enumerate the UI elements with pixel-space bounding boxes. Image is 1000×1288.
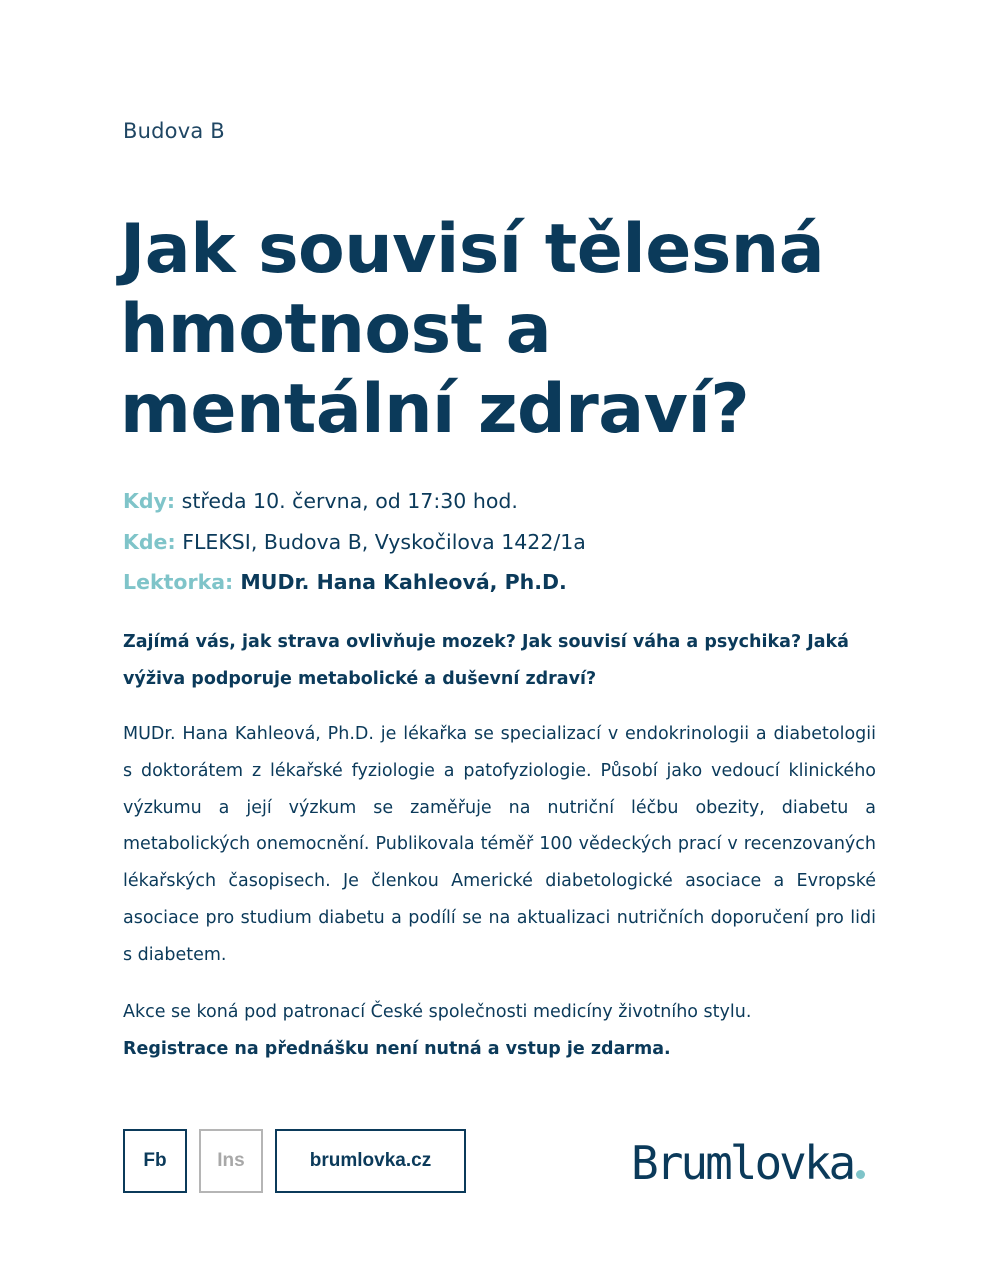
facebook-button[interactable]: Fb: [123, 1129, 187, 1193]
logo-dot-icon: [856, 1170, 865, 1179]
bio-paragraph: MUDr. Hana Kahleová, Ph.D. je lékařka se specializací v endokrinologii a diabetologii s doktorátem z lékařské fyziologie a patofyziologie. Působí jako vedoucí klinického výzkumu a její výzkum se zaměřuje na nutriční léčbu obezity, diabetu a metabolických onemocnění. Publikovala téměř 100 vědeckých prací v recenzovaných lékařských časopisech. Je členkou Americké diabetologické asociace a Evropské asociace pro studium diabetu a podílí se na aktualizaci nutričních doporučení pro lidi s diabetem.: [123, 724, 876, 965]
lecturer-label: Lektorka:: [123, 570, 234, 594]
info-where: [123, 522, 586, 563]
lead-paragraph: Zajímá vás, jak strava ovlivňuje mozek? Jak souvisí váha a psychika? Jaká výživa podporuje metabolické a duševní zdraví?: [123, 632, 849, 689]
closing-paragraph: [123, 994, 876, 1068]
where-value: FLEKSI, Budova B, Vyskočilova 1422/1a: [175, 529, 586, 554]
info-lecturer: [123, 562, 586, 603]
when-label: Kdy:: [123, 489, 176, 513]
website-button[interactable]: brumlovka.cz: [275, 1129, 466, 1193]
where-label: Kde:: [123, 529, 176, 554]
registration-note: Registrace na přednášku není nutná a vstup je zdarma.: [123, 1038, 671, 1059]
info-when: [123, 481, 586, 522]
when-value: středa 10. června, od 17:30 hod.: [175, 489, 518, 513]
brumlovka-logo: [631, 1133, 865, 1193]
building-label: Budova B: [123, 119, 225, 143]
lecturer-value: MUDr. Hana Kahleová, Ph.D.: [233, 570, 567, 594]
page-title: Jak souvisí tělesná hmotnost a mentální zdraví?: [120, 210, 825, 449]
instagram-button[interactable]: Ins: [199, 1129, 263, 1193]
event-info: [123, 481, 586, 603]
closing-text: Akce se koná pod patronací České společnosti medicíny životního stylu.: [123, 1002, 752, 1022]
logo-text: Brumlovka: [631, 1136, 854, 1190]
